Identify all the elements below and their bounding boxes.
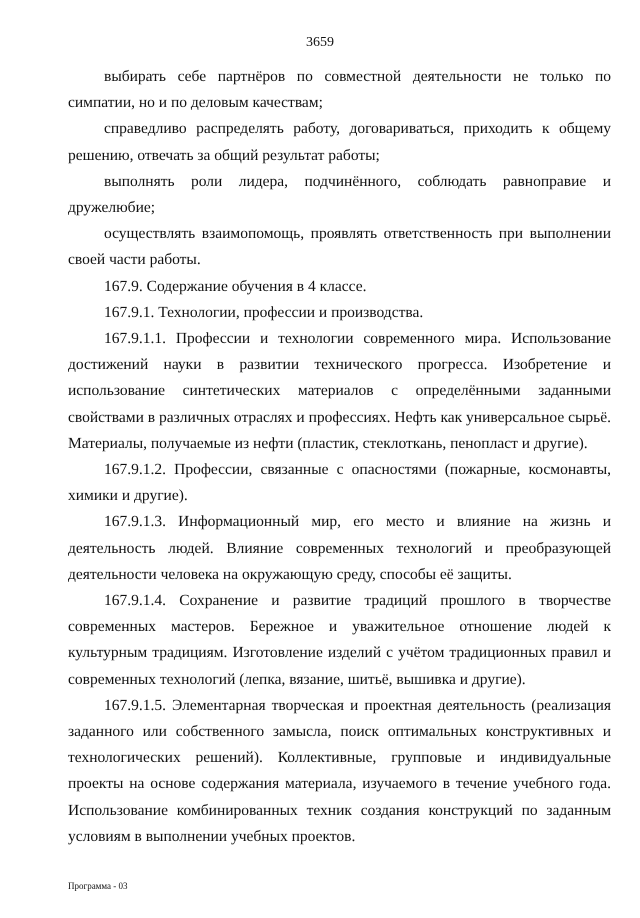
paragraph-167-9-1-5: 167.9.1.5. Элементарная творческая и проектная деятельность (реализация заданного или собственного замысла, поиск оптимальных конструктивных и технологических решений). Коллективные, групповые и индивидуальные проекты на основе содержания материала, изучаемого в течение учебного года. Использование комбинированных техник создания конструкций по заданным условиям в выполнении учебных проектов. xyxy=(68,696,611,845)
paragraph-167-9-1-1: 167.9.1.1. Профессии и технологии современного мира. Использование достижений науки в развитии технического прогресса. Изобретение и использование синтетических материалов с определёнными заданными свойствами в различных отраслях и профессиях. Нефть как универсальное сырьё. Материалы, получаемые из нефти (пластик, стеклоткань, пенопласт и другие). xyxy=(68,330,611,452)
paragraph-167-9-1-3: 167.9.1.3. Информационный мир, его место и влияние на жизнь и деятельность людей. Влияние современных технологий и преобразующей деятельности человека на окружающую среду, способы её защиты. xyxy=(68,513,611,583)
page-number: 3659 xyxy=(306,35,334,50)
paragraph-choose-partners: выбирать себе партнёров по совместной деятельности не только по симпатии, но и по деловым качествам; xyxy=(68,68,611,112)
paragraph-distribute-work: справедливо распределять работу, договариваться, приходить к общему решению, отвечать за общий результат работы; xyxy=(68,120,611,164)
document-body xyxy=(68,64,611,850)
paragraph-leader-roles: выполнять роли лидера, подчинённого, соблюдать равноправие и дружелюбие; xyxy=(68,172,611,217)
paragraph-mutual-help: осуществлять взаимопомощь, проявлять ответственность при выполнении своей части работы. xyxy=(68,225,611,269)
paragraph-167-9-1-4: 167.9.1.4. Сохранение и развитие традиций прошлого в творчестве современных мастеров. Бережное и уважительное отношение людей к культурным традициям. Изготовление изделий с учётом традиционных правил и современных технологий (лепка, вязание, шитьё, вышивка и другие). xyxy=(68,592,611,688)
subsection-heading-167-9-1: 167.9.1. Технологии, профессии и производства. xyxy=(104,303,424,321)
footer-program-label: Программа - 03 xyxy=(68,881,128,891)
section-heading-167-9: 167.9. Содержание обучения в 4 классе. xyxy=(104,277,367,295)
paragraph-167-9-1-2: 167.9.1.2. Профессии, связанные с опасностями (пожарные, космонавты, химики и другие). xyxy=(68,461,611,505)
